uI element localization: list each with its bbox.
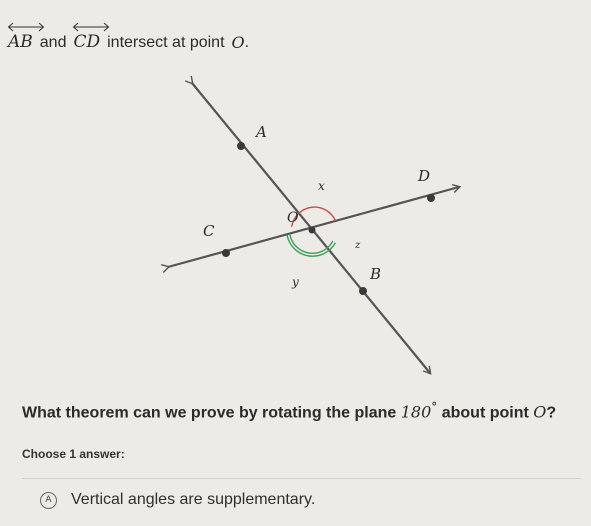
label-c: C — [203, 222, 215, 240]
question-point: O — [533, 402, 547, 422]
option-letter-badge: A — [40, 492, 57, 509]
answer-option-a[interactable] — [22, 486, 581, 514]
label-y: y — [292, 275, 299, 289]
question-before: What theorem can we prove by rotating the plane — [22, 404, 397, 422]
and-text: and — [39, 34, 67, 51]
point-b — [359, 287, 367, 295]
label-a: A — [256, 123, 267, 141]
degree-symbol: ° — [431, 400, 438, 414]
question-angle-value: 180 — [400, 402, 432, 422]
line-ab-name: AB — [8, 32, 33, 52]
label-d: D — [418, 167, 431, 185]
choose-label: Choose 1 answer: — [22, 447, 125, 461]
point-a — [237, 142, 245, 150]
point-o-text: O — [231, 33, 245, 52]
label-b: B — [370, 265, 382, 283]
divider — [22, 478, 581, 479]
point-d — [427, 194, 435, 202]
intersect-text: intersect at point — [107, 34, 225, 51]
label-z: z — [355, 240, 361, 251]
question-text — [22, 400, 556, 422]
period-text: . — [244, 34, 250, 51]
point-c — [222, 249, 230, 257]
label-o: O — [287, 210, 299, 226]
line-cd-name: CD — [73, 32, 101, 52]
label-x: x — [318, 179, 325, 193]
option-text: Vertical angles are supplementary. — [71, 491, 316, 508]
question-after: about point — [441, 404, 529, 422]
point-o — [309, 227, 316, 234]
question-mark: ? — [546, 404, 557, 422]
